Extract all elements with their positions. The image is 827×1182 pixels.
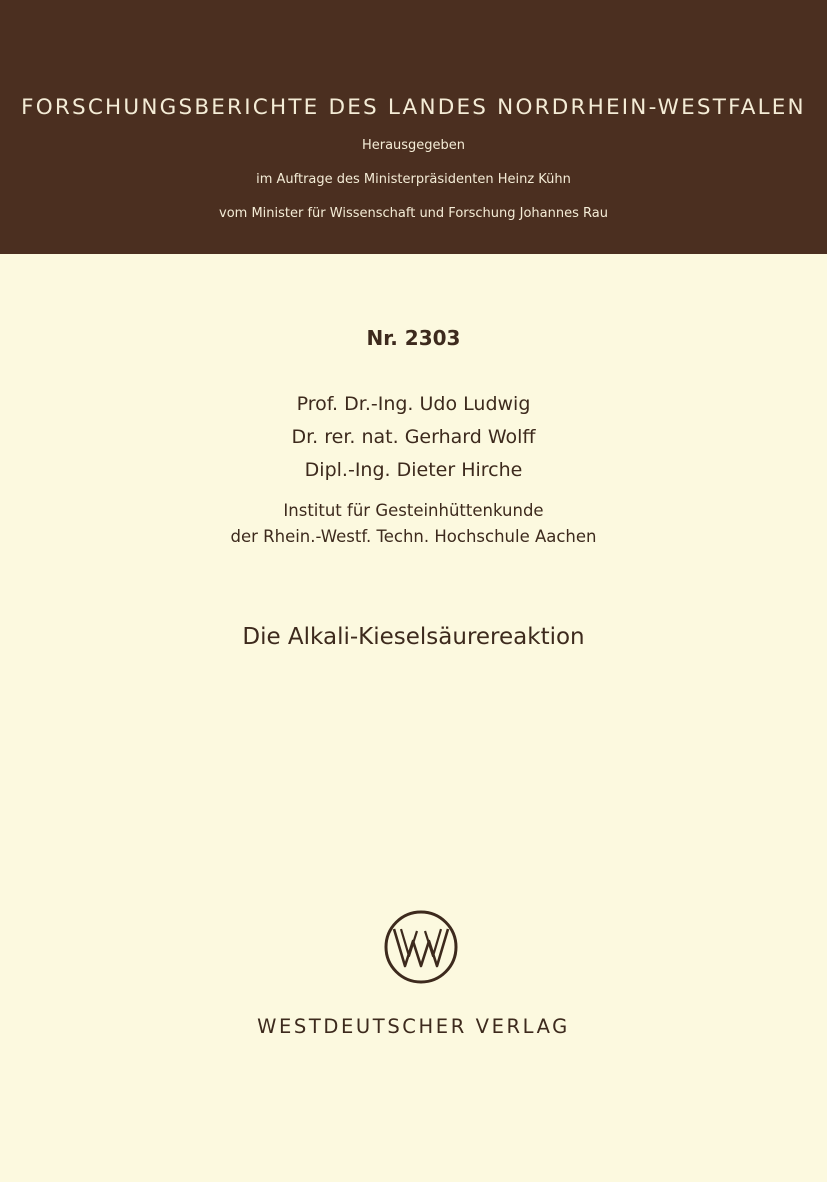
header-line-minister: vom Minister für Wissenschaft und Forschung Johannes Rau xyxy=(219,206,608,221)
author-3: Dipl.-Ing. Dieter Hirche xyxy=(304,459,523,481)
ww-circle-logo-icon xyxy=(383,909,459,985)
header-line-commission: im Auftrage des Ministerpräsidenten Heinz Kühn xyxy=(256,172,571,187)
report-number: Nr. 2303 xyxy=(366,326,461,350)
author-1: Prof. Dr.-Ing. Udo Ludwig xyxy=(296,393,531,415)
institute-line-2: der Rhein.-Westf. Techn. Hochschule Aachen xyxy=(230,527,597,546)
institute-line-1: Institut für Gesteinhüttenkunde xyxy=(283,501,544,520)
header-band xyxy=(0,0,827,254)
header-line-editor: Herausgegeben xyxy=(361,138,466,153)
publisher-name: WESTDEUTSCHER VERLAG xyxy=(257,1015,570,1038)
author-2: Dr. rer. nat. Gerhard Wolff xyxy=(291,426,536,448)
book-title: Die Alkali-Kieselsäurereaktion xyxy=(242,624,585,650)
series-title: FORSCHUNGSBERICHTE DES LANDES NORDRHEIN-WESTFALEN xyxy=(21,95,806,120)
